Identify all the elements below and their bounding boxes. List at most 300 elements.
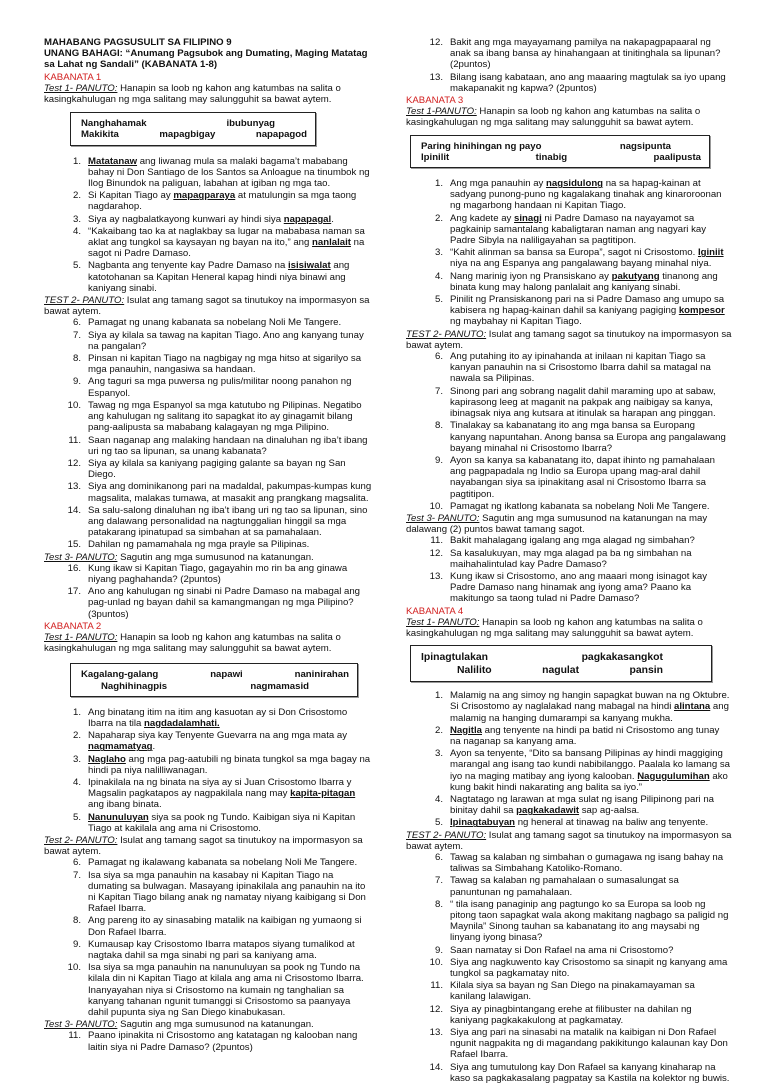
question-item [44, 754, 372, 776]
question-text: Siya ay pinagbintangang erehe at filibuster na dahilan ng kaniyang pagkakakulong at pagkamatay. [450, 1003, 692, 1026]
question-text-before: Malamig na ang simoy ng hangin sapagkat buwan na ng Oktubre. Si Crisostomo ay naglalakad nang mabagal na hindi [450, 690, 730, 713]
question-number: 1. [434, 178, 443, 190]
kab3-word-box [410, 135, 710, 168]
question-text: “ tila isang panaginip ang pagtungo ko sa Europa sa loob ng pitong taon sapagkat wala akong makitang nagbago sa paligid ng Maynila” Sinong tauhan sa kabanatang ito ang maysabi ng linyang iyong binasa? [450, 898, 729, 944]
kab4-word-box [410, 645, 712, 682]
question-number: 11. [68, 434, 81, 446]
question-item [406, 748, 732, 793]
kab1-test3-instruction [44, 552, 372, 563]
question-text-after: sap ag-aalsa. [579, 805, 640, 817]
question-item [406, 852, 732, 874]
question-text-before: “Kakaibang tao ka at naglakbay sa lugar na mababasa naman sa aklat ang tungkol sa kaysayan ng bayan na ito,” ang [88, 225, 365, 249]
question-number: 14. [429, 1061, 443, 1073]
question-item [44, 563, 372, 585]
question-number: 2. [72, 730, 81, 742]
exam-title: MAHABANG PAGSUSULIT SA FILIPINO 9 [44, 37, 232, 48]
question-text [88, 156, 372, 190]
underlined-word: alintana [674, 701, 711, 713]
question-text: Ang taguri sa mga puwersa ng pulis/militar noong panahon ng Espanyol. [88, 376, 352, 399]
question-number: 9. [72, 376, 81, 388]
kab1-test3-list [44, 563, 372, 620]
question-text: Siya ang nagkuwento kay Crisostomo sa sinapit ng kanyang ama tungkol sa pagkamatay nito. [450, 956, 728, 980]
question-item [406, 386, 732, 420]
kab4-test2-instruction [406, 830, 732, 852]
question-item [406, 690, 732, 724]
kab4-box-word: pansin [629, 665, 663, 677]
question-text [88, 730, 372, 752]
question-text-after: siya sa pook ng Tundo. Kaibigan siya ni Kapitan Tiago at kakilala ang ama ni Crisostomo. [88, 811, 356, 834]
question-text-before: “Kahit alinman sa bansa sa Europa”, sagot ni Crisostomo. [450, 247, 698, 259]
question-number: 4. [72, 776, 81, 788]
question-text: Bakit mahalagang igalang ang mga alagad ng simbahan? [450, 535, 695, 547]
question-text: Ano ang kahulugan ng sinabi ni Padre Damaso na mabagal ang pag-unlad ng bayan dahil sa kamangmangan ng mga Pilipino? (3puntos) [88, 586, 361, 620]
kab1-test3-text: Sagutin ang mga sumusunod na katanungan. [117, 551, 314, 563]
question-item [406, 178, 732, 212]
question-text: Tinalakay sa kabanatang ito ang mga bansa sa Europang kanyang napuntahan. Anong bansa sa Europa ang pangalawang bayang minahal ni Crisostomo Ibarra? [450, 420, 726, 454]
exam-subtitle-line1: UNANG BAHAGI: “Anumang Pagsubok ang Dumating, Maging Matatag [44, 48, 368, 60]
question-text-after: ang malamig na hanging dumarampi sa kanyang mukha. [450, 701, 729, 724]
question-text: Dahilan ng pamamahala ng mga prayle sa Pilipinas. [88, 539, 310, 551]
question-text-after: ang katotohanan sa Kapitan Heneral kapag hindi niya binawi ang kaniyang sinabi. [88, 260, 350, 294]
question-number: 11. [430, 535, 443, 547]
kabanata-4-heading: KABANATA 4 [406, 605, 464, 617]
underlined-word: nagsidulong [546, 178, 604, 190]
question-number: 5. [72, 811, 81, 823]
question-item [406, 420, 732, 454]
question-text: Saan namatay si Don Rafael na ama ni Crisostomo? [450, 944, 674, 956]
question-text: Siya ay kilala sa kaniyang pagiging galante sa bayan ng San Diego. [88, 457, 346, 481]
question-number: 7. [434, 385, 443, 397]
question-text: Saan naganap ang malaking handaan na dinaluhan ng iba’t ibang uri ng tao sa lipunan, sa unang kabanata? [88, 434, 368, 457]
kab1-test1-list [44, 156, 372, 294]
question-item [406, 1027, 732, 1061]
question-text [88, 754, 372, 776]
question-item [44, 915, 372, 937]
question-text-before: Ayon sa tenyente, “Dito sa bansang Pilipinas ay hindi maggiging marangal ang isang tao kundi nabibilanggo. Paalala ko lamang sa iyo na maging matibay ang iyong kalooban. [450, 748, 731, 782]
question-text: Isa siya sa mga panauhin na nanunuluyan sa pook ng Tundo na kilala din ni Kapitan Tiago at kilala ang ama ni Crisostomo Ibarra. Inanyayahan niya si Crisostomo na kumain ng tanghalian sa kanyang tahanan ngunit tumanggi si Crisostomo sa paanyaya dahil pupunta siya ng San Diego kinabukasan. [88, 962, 364, 1019]
question-text: Kumausap kay Crisostomo Ibarra matapos siyang tumalikod at nagtaka dahil sa mga sinabi ng pari sa kaniyang ama. [88, 938, 355, 962]
kab1-test2-instruction [44, 295, 372, 317]
question-item [44, 353, 372, 375]
question-number: 8. [434, 420, 443, 432]
question-text-before: Pinilit ng Pransiskanong pari na si Padre Damaso ang umupo sa kabisera ng hapag-kainan dahil sa kaniyang pagiging [450, 294, 725, 317]
question-item [406, 271, 732, 293]
kab4-test2-label: TEST 2- PANUTO: [406, 829, 487, 841]
question-number: 9. [434, 454, 443, 466]
question-text-after: ako kung bakit hindi nakarating ang balita sa iyo.” [450, 770, 728, 793]
question-text: Ang pareng ito ay sinasabing matalik na kaibigan ng yumaong si Don Rafael Ibarra. [88, 915, 362, 938]
question-text: Siya ang tumutulong kay Don Rafael sa kanyang kinaharap na kaso sa pagkakasalang pagpatay sa Kastila na kolektor ng buwis. [450, 1061, 730, 1084]
kab2-test1-list [44, 707, 372, 834]
question-item [406, 455, 732, 500]
kab3-test1-label: Test 1-PANUTO: [406, 106, 477, 118]
kab1-word-box [70, 112, 316, 145]
kab2-test2-text: Isulat ang tamang sagot sa tinutukoy na impormasyon sa bawat aytem. [44, 835, 363, 858]
kab3-test2-instruction [406, 329, 732, 351]
kab1-box-word: Nanghahamak [81, 118, 147, 130]
question-text: Isa siya sa mga panauhin na kasabay ni Kapitan Tiago na dumating sa bulwagan. Masayang ipinakilala ang panauhin na ito ni Kapitan Tiago bilang anak ng namatay niyang kaibigang si Don Rafael Ibarra. [88, 869, 366, 915]
kab1-test2-label: TEST 2- PANUTO: [44, 295, 125, 307]
question-item [44, 317, 372, 328]
question-item [406, 1062, 732, 1084]
kab4-box-word: nagulat [542, 665, 580, 677]
question-number: 3. [72, 213, 81, 225]
left-column [44, 37, 372, 1054]
question-text-before: Nagbanta ang tenyente kay Padre Damaso na [88, 260, 289, 272]
question-text: Sinong pari ang sobrang nagalit dahil maraming upo at sabaw, kapirasong leeg at maganit na pakpak ang naibigay sa kanya, ibinagsak niya ang kutsara at itinulak sa harapan ang pinggan. [450, 385, 716, 420]
kab2-test2-label: Test 2- PANUTO: [44, 835, 118, 846]
question-text-after: ng maybahay ni Kapitan Tiago. [450, 316, 582, 328]
question-number: 11. [430, 980, 443, 992]
question-text: Paano ipinakita ni Crisostomo ang katatagan ng kalooban nang laitin siya ni Padre Damaso? (2puntos) [88, 1030, 358, 1053]
underlined-word: napapagal [283, 213, 332, 225]
kab1-test1-label: Test 1- PANUTO: [44, 82, 118, 94]
question-number: 11. [68, 1030, 81, 1042]
question-text: Sa kasalukuyan, may mga alagad pa ba ng simbahan na maihahalintulad kay Padre Damaso? [450, 547, 692, 570]
question-number: 4. [72, 225, 81, 237]
question-item [44, 481, 372, 503]
question-number: 8. [72, 353, 81, 365]
question-text-after: ang mga pag-aatubili ng binata tungkol sa mga bagay na hindi pa niya nalilliwanagan. [88, 753, 371, 776]
question-text [450, 748, 732, 793]
question-item [406, 957, 732, 979]
question-number: 10. [429, 500, 443, 512]
kab3-test1-text: Hanapin sa loob ng kahon ang katumbas na salita o kasingkahulugan ng mga salitang may salungguhit sa bawat aytem. [406, 106, 701, 129]
question-text [88, 707, 372, 729]
question-number: 12. [429, 37, 443, 48]
question-text: Pinsan ni kapitan Tiago na nagbigay ng mga hitso at sigarilyo sa mga panauhin, nangasiwa sa handaan. [88, 353, 362, 376]
underlined-word: kapita-pitagan [290, 788, 356, 800]
kab1-box-word: ibubunyag [226, 118, 275, 130]
question-number: 6. [434, 351, 443, 363]
kab2-test3-label: Test 3- PANUTO: [44, 1019, 118, 1031]
question-number: 7. [72, 869, 81, 881]
question-number: 4. [434, 793, 443, 805]
kab1-box-word: mapagbigay [159, 129, 216, 141]
kab3-test3-instruction [406, 513, 732, 535]
question-item [406, 945, 732, 956]
question-text-after: tinanong ang binata kung may halong panlalait ang kaniyang sinabi. [450, 270, 718, 293]
question-number: 2. [72, 190, 81, 202]
kab4-box-word: Nalilito [457, 665, 492, 677]
kab4-test1-list [406, 690, 732, 828]
question-number: 15. [67, 539, 81, 551]
question-text [450, 725, 732, 747]
question-number: 6. [434, 852, 443, 863]
kab2-test1-instruction [44, 632, 372, 654]
question-text-after: ni Padre Damaso na nayayamot sa pagkainip samantalang kabaligtaran naman ang nagyari kay Padre Sibyla na naliligayahan sa pagtitipon. [450, 212, 707, 247]
kab2-test3-list [44, 1030, 372, 1052]
kab4-test2-text: Isulat ang tamang sagot sa tinutukoy na impormasyon sa bawat aytem. [406, 829, 732, 852]
question-number: 1. [72, 706, 81, 718]
question-text-before: Siya ay nagbalatkayong kunwari ay hindi siya [88, 213, 284, 225]
kab3-box-word: tinabig [535, 151, 568, 163]
question-number: 10. [67, 962, 81, 974]
kab1-test3-label: Test 3- PANUTO: [44, 551, 118, 563]
question-number: 12. [429, 547, 443, 559]
question-text-after: ang ibang binata. [88, 799, 162, 811]
question-number: 8. [72, 915, 81, 927]
question-item [44, 962, 372, 1018]
kab3-test1-list [406, 178, 732, 328]
question-item [406, 980, 732, 1002]
underlined-word: sinagi [514, 212, 542, 224]
question-text: Sa salu-salong dinaluhan ng iba’t ibang uri ng tao sa lipunan, sino ang dalawang personalidad na nagtunggalian hinggil sa mga patakarang ipinatupad sa simbahan at sa pamahalaan. [88, 504, 368, 539]
question-item [406, 548, 732, 570]
question-number: 8. [434, 898, 443, 910]
kab4-test1-text: Hanapin sa loob ng kahon ang katumbas na salita o kasingkahulugan ng mga salitang may salungguhit sa bawat aytem. [406, 616, 703, 639]
question-item [44, 586, 372, 620]
question-text: Ayon sa kanya sa kabanatang ito, dapat ihinto ng pamahalaan ang pagpapadala ng Indio sa Europa upang mag-aral dahil nayabangan siya sa ipinakitang asal ni Crisostomo Ibarra sa pagtitipon. [450, 454, 715, 500]
kab1-box-word: Makikita [81, 129, 119, 141]
question-number: 6. [72, 317, 81, 329]
question-item [406, 37, 732, 71]
kab3-test3-text: Sagutin ang mga sumusunod na katanungan na may dalawang (2) puntos bawat tamang sagot. [406, 512, 708, 536]
underlined-word: pagkakadawit [516, 805, 580, 817]
question-text-after: niya na ang Espanya ang pangalawang bayang minahal niya. [450, 258, 712, 270]
kab2-box-word: naninirahan [294, 669, 349, 681]
question-text-before: Ang kadete ay [450, 212, 515, 224]
kab3-box-word: Ipinilit [421, 151, 450, 163]
question-text-before: Napaharap siya kay Tenyente Guevarra na ang mga mata ay [88, 730, 348, 742]
question-text-after: at matulungin sa mga taong nagdarahop. [88, 190, 357, 213]
question-item [406, 817, 732, 828]
question-text: Kung ikaw si Kapitan Tiago, gagayahin mo rin ba ang ginawa niyang paghahanda? (2puntos) [88, 562, 348, 585]
question-item [406, 351, 732, 385]
question-text [450, 213, 732, 247]
question-text-after: . [331, 213, 334, 225]
question-item [44, 260, 372, 294]
kab3-test3-list [406, 535, 732, 604]
question-text: Ang putahing ito ay ipinahanda at inilaan ni kapitan Tiago sa kanyan panauhin na si Crisostomo Ibarra dahil sa matagal na nawala sa Pilipinas. [450, 351, 711, 385]
question-number: 5. [72, 260, 81, 272]
question-number: 12. [67, 457, 81, 469]
question-number: 3. [434, 247, 443, 259]
question-number: 3. [434, 748, 443, 760]
underlined-word: Nagitla [450, 724, 482, 736]
kab3-box-word: paalipusta [653, 151, 701, 163]
kab3-test2-text: Isulat ang tamang sagot sa tinutukoy na impormasyon sa bawat aytem. [406, 328, 732, 351]
question-text: Bakit ang mga mayayamang pamilya na nakapagpapaaral ng anak sa ibang bansa ay hinahangaan at tinitinghala sa lipunan? (2puntos) [450, 37, 721, 71]
question-number: 13. [67, 481, 81, 493]
underlined-word: nagdadalamhati. [144, 717, 220, 729]
question-number: 4. [434, 270, 443, 282]
question-item [406, 72, 732, 94]
question-text-after: ang liwanag mula sa malaki bagama’t mababang bahay ni Don Santiago de los Santos sa Anloague na tinumbok ng Ilog Binundok na paliguan, labahan at igiban ng mga tao. [88, 155, 370, 190]
question-text: Bilang isang kabataan, ano ang maaaring magtulak sa iyo upang makapanakit ng kapwa? (2puntos) [450, 71, 726, 94]
underlined-word: nanlalait [312, 237, 351, 249]
kab4-test1-instruction [406, 617, 732, 639]
question-item [44, 870, 372, 915]
question-item [406, 501, 732, 512]
question-number: 3. [72, 753, 81, 765]
question-item [44, 857, 372, 868]
question-number: 10. [67, 399, 81, 411]
question-item [44, 435, 372, 457]
question-number: 12. [429, 1003, 443, 1015]
question-item [406, 875, 732, 897]
question-number: 5. [434, 294, 443, 306]
question-item [44, 539, 372, 550]
question-text [88, 260, 372, 294]
question-number: 5. [434, 817, 443, 829]
underlined-word: Nanunuluyan [88, 811, 149, 823]
kab4-box-word: Ipinagtulakan [421, 652, 488, 664]
question-number: 1. [72, 155, 81, 167]
kab2-word-box [70, 663, 358, 696]
question-item [406, 899, 732, 944]
question-text-before: Nang marinig iyon ng Pransiskano ay [450, 270, 612, 282]
question-number: 13. [429, 71, 443, 83]
question-text: Pamagat ng ikatlong kabanata sa nobelang Noli Me Tangere. [450, 500, 710, 512]
question-text-before: Ipinakilala na ng binata na siya ay si Juan Crisostomo Ibarra y Magsalin pagkatapos ay nagpakilala nang may [88, 776, 352, 800]
question-number: 14. [67, 504, 81, 516]
kab3-box-word: Paring hinihingan ng payo [421, 140, 542, 152]
question-text-before: Ang binatang itim na itim ang kasuotan ay si Don Crisostomo Ibarra na tila [88, 706, 348, 729]
question-text [88, 214, 372, 225]
question-text [88, 777, 372, 811]
exam-subtitle-line2: sa Lahat ng Sandali” (KABANATA 1-8) [44, 59, 218, 71]
question-item [44, 376, 372, 398]
question-item [406, 571, 732, 605]
question-item [44, 400, 372, 434]
kab3-test3-label: Test 3- PANUTO: [406, 512, 480, 524]
kab3-test1-instruction [406, 106, 732, 128]
question-item [44, 458, 372, 480]
question-text-after: ang tenyente na hindi pa batid ni Crisostomo ang tunay na naganap sa kanyang ama. [450, 724, 720, 747]
kabanata-1-heading: KABANATA 1 [44, 71, 102, 83]
question-text [450, 247, 732, 269]
kab2-box-word: Naghihinagpis [101, 680, 168, 692]
question-item [44, 730, 372, 752]
question-number: 2. [434, 212, 443, 224]
underlined-word: Matatanaw [88, 155, 138, 167]
kab4-test2-list [406, 852, 732, 1084]
question-text-after: na sagot ni Padre Damaso. [88, 237, 365, 260]
kabanata-3-heading: KABANATA 3 [406, 95, 464, 107]
question-number: 6. [72, 857, 81, 869]
question-item [406, 247, 732, 269]
question-item [406, 794, 732, 816]
underlined-word: Iginiit [697, 247, 724, 259]
question-text: Tawag ng mga Espanyol sa mga katutubo ng Pilipinas. Negatibo ang kahulugan ng salitang ito sapagkat ito ay ginagamit bilang pang-aalipusta sa mababang kalagayan ng mga Pilipino. [88, 399, 362, 434]
question-item [44, 707, 372, 729]
question-text: Kung ikaw si Crisostomo, ano ang maaari mong isinagot kay Padre Damaso nang hinamak ang iyong ama? Paano ka makitungo sa taong tulad ni Padre Damaso? [450, 570, 708, 605]
question-text: Pamagat ng unang kabanata sa nobelang Noli Me Tangere. [88, 317, 342, 329]
question-item [406, 1004, 732, 1026]
question-item [44, 777, 372, 811]
question-item [44, 939, 372, 961]
question-text-before: Si Kapitan Tiago ay [88, 190, 174, 202]
question-text-after: . [152, 741, 156, 753]
underlined-word: isisiwalat [288, 260, 331, 272]
kab1-box-word: napapagod [255, 129, 307, 141]
question-item [44, 1030, 372, 1052]
underlined-word: nagmamatyag [88, 741, 153, 753]
question-item [44, 156, 372, 190]
question-text: Tawag sa kalaban ng pamahalaan o sumasalungat sa panuntunan ng pamahalaan. [450, 875, 679, 898]
kab2-test2-instruction [44, 835, 372, 857]
question-text-before: Ang mga panauhin ay [450, 178, 547, 190]
kab1-test1-text: Hanapin sa loob ng kahon ang katumbas na salita o kasingkahulugan ng mga salitang may salungguhit sa bawat aytem. [44, 82, 341, 106]
kab2-test2-list [44, 857, 372, 1018]
kab2-box-word: Kagalang-galang [81, 669, 159, 681]
kab1-test1-instruction [44, 83, 372, 105]
kab1-test2-list [44, 317, 372, 550]
question-text [450, 817, 732, 828]
kab2-box-word: nagmamasid [250, 680, 309, 692]
question-item [44, 505, 372, 539]
question-number: 1. [434, 690, 443, 702]
question-text [450, 271, 732, 293]
question-text-before: Nagtatago ng larawan at mga sulat ng isang Pilipinong pari na binitay dahil sa [450, 793, 715, 817]
kab2-test1-text: Hanapin sa loob ng kahon ang katumbas na salita o kasingkahulugan ng mga salitang may salungguhit sa bawat aytem. [44, 631, 341, 655]
underlined-word: kompesor [678, 305, 725, 317]
question-text [450, 794, 732, 816]
question-number: 13. [429, 1027, 443, 1039]
kab1-test2-text: Isulat ang tamang sagot sa tinutukoy na impormasyon sa bawat aytem. [44, 295, 370, 318]
right-column [406, 37, 732, 1085]
underlined-word: pakutyang [611, 270, 660, 282]
question-text-after: ng heneral at tinawag na baliw ang tenyente. [515, 817, 709, 829]
question-item [406, 213, 732, 247]
kab3-test2-list [406, 351, 732, 512]
question-text: Siya ang dominikanong pari na madaldal, pakumpas-kumpas kung magsalita, malakas tumawa, at masakit ang prangkang magsalita. [88, 481, 372, 504]
question-number: 7. [72, 329, 81, 341]
kab2-box-word: napawi [210, 669, 243, 681]
kab4-box-word: pagkakasangkot [581, 652, 663, 664]
question-item [406, 535, 732, 546]
question-item [44, 190, 372, 212]
question-text [88, 812, 372, 834]
question-number: 10. [429, 956, 443, 968]
question-text [450, 178, 732, 212]
kab2-test3-continued-list [406, 37, 732, 94]
question-number: 17. [67, 586, 81, 598]
question-text: Tawag sa kalaban ng simbahan o gumagawa ng isang bahay na taliwas sa Simbahang Katoliko-Romano. [450, 852, 724, 875]
kab3-test2-label: TEST 2- PANUTO: [406, 328, 487, 340]
question-item [44, 812, 372, 834]
question-item [406, 294, 732, 328]
kabanata-2-heading: KABANATA 2 [44, 620, 102, 632]
question-text [450, 690, 732, 724]
question-text [88, 190, 372, 212]
question-number: 2. [434, 724, 443, 736]
underlined-word: mapagparaya [173, 190, 236, 202]
question-number: 16. [67, 562, 81, 574]
underlined-word: Naglaho [88, 753, 126, 765]
underlined-word: Ipinagtabuyan [450, 817, 516, 829]
question-number: 9. [434, 944, 443, 956]
question-text: Siya ay kilala sa tawag na kapitan Tiago. Ano ang kanyang tunay na pangalan? [88, 329, 364, 352]
kab4-test1-label: Test 1- PANUTO: [406, 616, 480, 628]
question-number: 9. [72, 938, 81, 950]
question-text [450, 294, 732, 328]
question-text: Kilala siya sa bayan ng San Diego na pinakamayaman sa kanilang lalawigan. [450, 980, 695, 1003]
question-item [44, 214, 372, 225]
question-number: 7. [434, 875, 443, 887]
question-text: Pamagat ng ikalawang kabanata sa nobelang Noli Me Tangere. [88, 857, 358, 869]
question-text [88, 226, 372, 260]
question-item [44, 330, 372, 352]
kab2-test1-label: Test 1- PANUTO: [44, 631, 118, 643]
underlined-word: Nagugulumihan [637, 770, 710, 782]
question-item [406, 725, 732, 747]
kab2-test3-text: Sagutin ang mga sumusunod na katanungan. [117, 1019, 314, 1031]
question-text: Siya ang pari na sinasabi na matalik na kaibigan ni Don Rafael ngunit nagpakita ng di magandang pakikitungo kalaunan kay Don Rafael Ibarra. [450, 1027, 728, 1061]
question-number: 13. [429, 570, 443, 582]
question-item [44, 226, 372, 260]
